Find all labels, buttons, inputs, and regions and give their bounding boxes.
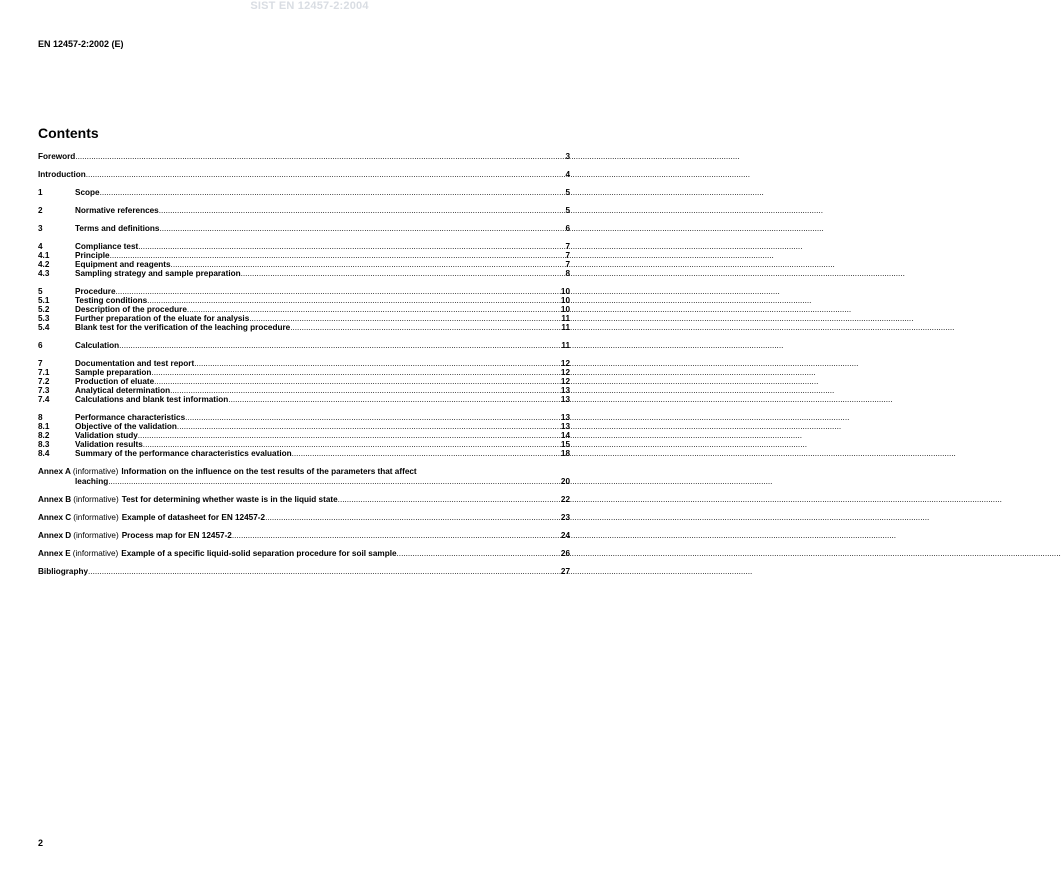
toc-number: 7.2 xyxy=(38,377,50,386)
toc-title: Sample preparation xyxy=(75,368,152,377)
toc-leader xyxy=(249,314,561,323)
toc-number: 5.3 xyxy=(38,314,50,323)
toc-entry-annex-e[interactable] xyxy=(38,549,570,558)
toc-title: Sampling strategy and sample preparation xyxy=(75,269,241,278)
toc-title-continued: leaching xyxy=(75,477,109,486)
toc-annex-tag: (informative) xyxy=(72,467,119,476)
toc-leader xyxy=(194,359,561,368)
toc-leader xyxy=(119,341,561,350)
toc-page: 27 xyxy=(560,567,570,576)
toc-entry-1[interactable] xyxy=(38,188,570,197)
toc-title: Description of the procedure xyxy=(75,305,187,314)
toc-number: 8.4 xyxy=(38,449,50,458)
toc-entry-5-1[interactable] xyxy=(38,296,570,305)
toc-leader xyxy=(147,296,561,305)
toc-leader xyxy=(177,422,561,431)
toc-entry-4[interactable] xyxy=(38,242,570,251)
toc-leader xyxy=(241,269,566,278)
toc-page: 22 xyxy=(560,495,570,504)
toc-number: 8.3 xyxy=(38,440,50,449)
toc-page: 3 xyxy=(565,152,570,161)
toc-page: 10 xyxy=(560,305,570,314)
toc-entry-introduction[interactable] xyxy=(38,170,570,179)
toc-page: 6 xyxy=(565,224,570,233)
toc-title: Terms and definitions xyxy=(75,224,160,233)
toc-number: 7.1 xyxy=(38,368,50,377)
toc-number: 5.2 xyxy=(38,305,50,314)
toc-number: 7.4 xyxy=(38,395,50,404)
toc-page: 13 xyxy=(560,386,570,395)
toc-annex-tag: (informative) xyxy=(73,513,119,522)
toc-entry-bibliography[interactable] xyxy=(38,567,570,576)
toc-entry-4-1[interactable] xyxy=(38,251,570,260)
toc-number: Annex D xyxy=(38,531,72,540)
toc-entry-7-4[interactable] xyxy=(38,395,570,404)
toc-page: 12 xyxy=(560,359,570,368)
toc-entry-3[interactable] xyxy=(38,224,570,233)
toc-leader xyxy=(170,386,561,395)
toc-page: 12 xyxy=(560,368,570,377)
toc-page: 7 xyxy=(565,260,570,269)
toc-entry-foreword[interactable] xyxy=(38,152,570,161)
toc-number: 8.1 xyxy=(38,422,50,431)
toc-number: 4.2 xyxy=(38,260,50,269)
toc-title: Production of eluate xyxy=(75,377,155,386)
toc-title: Performance characteristics xyxy=(75,413,186,422)
toc-page: 13 xyxy=(560,395,570,404)
toc-leader xyxy=(108,477,561,486)
toc-page: 23 xyxy=(560,513,570,522)
toc-number: Annex E xyxy=(38,549,71,558)
toc-title: Process map for EN 12457-2 xyxy=(121,531,232,540)
toc-leader xyxy=(88,567,561,576)
toc-leader xyxy=(290,323,561,332)
toc-number: 5.1 xyxy=(38,296,50,305)
toc-annex-tag: (informative) xyxy=(72,549,119,558)
toc-entry-annex-a-cont[interactable] xyxy=(38,477,570,486)
toc-title: Documentation and test report xyxy=(75,359,195,368)
toc-number: 4 xyxy=(38,242,43,251)
toc-title: Example of datasheet for EN 12457-2 xyxy=(121,513,266,522)
toc-leader xyxy=(187,305,561,314)
toc-leader xyxy=(185,413,561,422)
toc-leader xyxy=(265,513,561,522)
table-of-contents xyxy=(38,152,570,576)
toc-title: Scope xyxy=(75,188,100,197)
toc-leader xyxy=(75,152,565,161)
toc-page: 14 xyxy=(560,431,570,440)
toc-title: Calculation xyxy=(75,341,120,350)
toc-page: 18 xyxy=(560,449,570,458)
toc-number: 6 xyxy=(38,341,43,350)
toc-page: 15 xyxy=(560,440,570,449)
toc-number: Annex B xyxy=(38,495,72,504)
toc-leader xyxy=(397,549,561,558)
toc-number: 4.1 xyxy=(38,251,50,260)
toc-page: 26 xyxy=(560,549,570,558)
toc-entry-8[interactable] xyxy=(38,413,570,422)
toc-leader xyxy=(116,287,561,296)
toc-title: Validation results xyxy=(75,440,143,449)
toc-leader xyxy=(86,170,566,179)
toc-leader xyxy=(143,440,561,449)
page-number: 2 xyxy=(38,838,44,848)
toc-annex-tag: (informative) xyxy=(73,495,119,504)
toc-title: Foreword xyxy=(38,152,76,161)
toc-page: 12 xyxy=(560,377,570,386)
toc-page: 5 xyxy=(565,206,570,215)
toc-number: 5 xyxy=(38,287,43,296)
toc-page: 20 xyxy=(560,477,570,486)
toc-title: Bibliography xyxy=(38,567,89,576)
toc-page: 11 xyxy=(561,341,570,350)
watermark: SIST EN 12457-2:2004 xyxy=(250,0,369,12)
toc-title: Procedure xyxy=(75,287,116,296)
toc-entry-2[interactable] xyxy=(38,206,570,215)
toc-title: Validation study xyxy=(75,431,138,440)
toc-number: Annex C xyxy=(38,513,72,522)
toc-title: Calculations and blank test information xyxy=(75,395,229,404)
toc-number: 1 xyxy=(38,188,43,197)
toc-entry-5[interactable] xyxy=(38,287,570,296)
toc-title: Further preparation of the eluate for analysis xyxy=(75,314,250,323)
toc-title: Equipment and reagents xyxy=(75,260,171,269)
toc-title: Compliance test xyxy=(75,242,139,251)
toc-page: 10 xyxy=(560,296,570,305)
toc-leader xyxy=(232,531,561,540)
toc-title: Summary of the performance characteristics evaluation xyxy=(75,449,292,458)
toc-entry-7-2[interactable] xyxy=(38,377,570,386)
toc-number: 3 xyxy=(38,224,43,233)
toc-title: Principle xyxy=(75,251,110,260)
toc-entry-7[interactable] xyxy=(38,359,570,368)
toc-entry-8-4[interactable] xyxy=(38,449,570,458)
toc-leader xyxy=(100,188,566,197)
toc-leader xyxy=(159,206,566,215)
toc-title: Example of a specific liquid-solid separation procedure for soil sample xyxy=(121,549,397,558)
toc-leader xyxy=(338,495,561,504)
toc-leader xyxy=(228,395,561,404)
toc-page: 7 xyxy=(565,242,570,251)
toc-page: 10 xyxy=(560,287,570,296)
toc-page: 24 xyxy=(560,531,570,540)
toc-leader xyxy=(171,260,566,269)
toc-entry-5-3[interactable] xyxy=(38,314,570,323)
toc-entry-7-3[interactable] xyxy=(38,386,570,395)
toc-title: Analytical determination xyxy=(75,386,171,395)
toc-entry-8-2[interactable] xyxy=(38,431,570,440)
toc-title: Information on the influence on the test results of the parameters that affect xyxy=(121,467,417,476)
toc-number: 7.3 xyxy=(38,386,50,395)
toc-leader xyxy=(159,224,565,233)
toc-leader xyxy=(292,449,561,458)
toc-title: Test for determining whether waste is in the liquid state xyxy=(121,495,338,504)
toc-page: 11 xyxy=(561,323,570,332)
toc-number: 8.2 xyxy=(38,431,50,440)
toc-leader xyxy=(151,368,560,377)
toc-entry-8-1[interactable] xyxy=(38,422,570,431)
toc-number: 4.3 xyxy=(38,269,50,278)
toc-page: 8 xyxy=(565,269,570,278)
toc-entry-4-3[interactable] xyxy=(38,269,570,278)
toc-number: 7 xyxy=(38,359,43,368)
contents-title: Contents xyxy=(38,125,99,141)
toc-entry-4-2[interactable] xyxy=(38,260,570,269)
toc-page: 7 xyxy=(565,251,570,260)
toc-page: 11 xyxy=(561,314,570,323)
toc-page: 13 xyxy=(560,422,570,431)
toc-entry-annex-a[interactable] xyxy=(38,467,570,477)
toc-page: 5 xyxy=(565,188,570,197)
toc-number: 2 xyxy=(38,206,43,215)
toc-leader xyxy=(138,431,561,440)
toc-entry-annex-d[interactable] xyxy=(38,531,570,540)
toc-leader xyxy=(138,242,565,251)
toc-entry-annex-c[interactable] xyxy=(38,513,570,522)
toc-title: Normative references xyxy=(75,206,159,215)
toc-number: 8 xyxy=(38,413,43,422)
toc-title: Testing conditions xyxy=(75,296,148,305)
toc-page: 13 xyxy=(560,413,570,422)
toc-entry-annex-b[interactable] xyxy=(38,495,570,504)
document-id: EN 12457-2:2002 (E) xyxy=(38,39,124,49)
toc-leader xyxy=(154,377,561,386)
toc-page: 4 xyxy=(565,170,570,179)
toc-entry-7-1[interactable] xyxy=(38,368,570,377)
toc-entry-8-3[interactable] xyxy=(38,440,570,449)
toc-title: Introduction xyxy=(38,170,86,179)
toc-number: Annex A xyxy=(38,467,71,476)
toc-leader xyxy=(110,251,566,260)
toc-title: Blank test for the verification of the leaching procedure xyxy=(75,323,291,332)
toc-entry-5-4[interactable] xyxy=(38,323,570,332)
toc-entry-6[interactable] xyxy=(38,341,570,350)
toc-number: 5.4 xyxy=(38,323,50,332)
toc-title: Objective of the validation xyxy=(75,422,177,431)
toc-annex-tag: (informative) xyxy=(73,531,119,540)
toc-entry-5-2[interactable] xyxy=(38,305,570,314)
